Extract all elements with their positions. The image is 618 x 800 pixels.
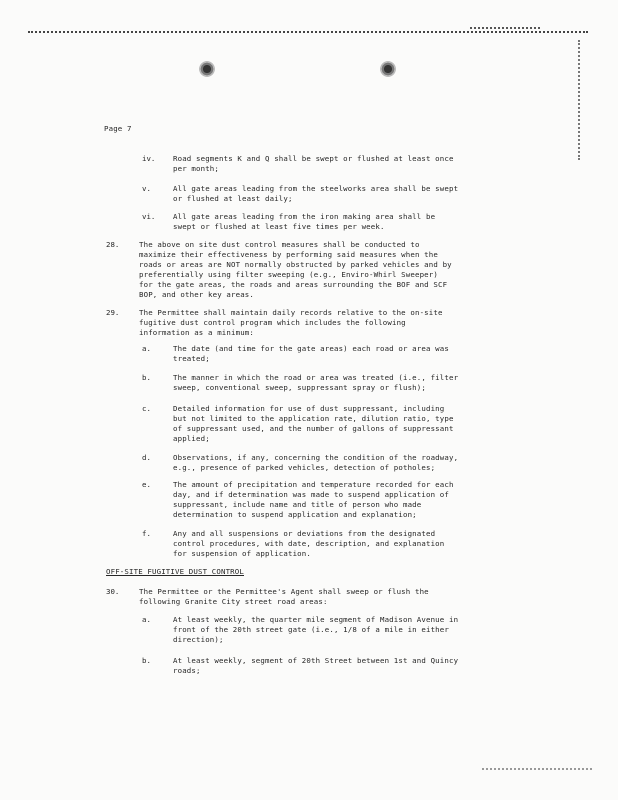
sub-item-line: treated; bbox=[173, 354, 210, 363]
sub-item-line: The manner in which the road or area was treated (i.e., filter bbox=[173, 373, 459, 382]
scan-artifact-top-line bbox=[28, 31, 588, 33]
sub-item-line: Any and all suspensions or deviations from the designated bbox=[173, 529, 436, 538]
sub-item-line: Detailed information for use of dust suppressant, including bbox=[173, 404, 445, 413]
sub-item-line: control procedures, with date, description, and explanation bbox=[173, 539, 445, 548]
sub-item-line: The amount of precipitation and temperature recorded for each bbox=[173, 480, 454, 489]
paragraph-number: 28. bbox=[106, 240, 120, 249]
sub-item-line: day, and if determination was made to suspend application of bbox=[173, 490, 449, 499]
paragraph-line: fugitive dust control program which includes the following bbox=[139, 318, 406, 327]
sub-item-number: b. bbox=[142, 656, 151, 665]
sub-item-line: of suppressant used, and the number of gallons of suppressant bbox=[173, 424, 454, 433]
sub-item-line: determination to suspend application and explanation; bbox=[173, 510, 417, 519]
item-text-line: or flushed at least daily; bbox=[173, 194, 293, 203]
item-text-line: Road segments K and Q shall be swept or flushed at least once bbox=[173, 154, 454, 163]
paragraph-line: BOP, and other key areas. bbox=[139, 290, 254, 299]
item-number: vi. bbox=[142, 212, 156, 221]
item-text-line: per month; bbox=[173, 164, 219, 173]
sub-item-line: roads; bbox=[173, 666, 201, 675]
sub-item-number: d. bbox=[142, 453, 151, 462]
paragraph-line: The Permittee shall maintain daily records relative to the on-site bbox=[139, 308, 443, 317]
item-number: iv. bbox=[142, 154, 156, 163]
item-number: v. bbox=[142, 184, 151, 193]
sub-item-line: At least weekly, segment of 20th Street between 1st and Quincy bbox=[173, 656, 459, 665]
sub-item-number: e. bbox=[142, 480, 151, 489]
sub-item-number: f. bbox=[142, 529, 151, 538]
sub-item-line: front of the 20th street gate (i.e., 1/8 of a mile in either bbox=[173, 625, 449, 634]
sub-item-number: a. bbox=[142, 615, 151, 624]
item-text-line: All gate areas leading from the steelworks area shall be swept bbox=[173, 184, 459, 193]
paragraph-line: The above on site dust control measures shall be conducted to bbox=[139, 240, 420, 249]
paragraph-line: roads or areas are NOT normally obstructed by parked vehicles and by bbox=[139, 260, 452, 269]
sub-item-line: suppressant, include name and title of person who made bbox=[173, 500, 422, 509]
sub-item-number: c. bbox=[142, 404, 151, 413]
page-label: Page 7 bbox=[104, 124, 132, 133]
item-text-line: All gate areas leading from the iron making area shall be bbox=[173, 212, 436, 221]
paragraph-line: preferentially using filter sweeping (e.g., Enviro-Whirl Sweeper) bbox=[139, 270, 438, 279]
scan-artifact-right-edge bbox=[578, 40, 580, 160]
paragraph-number: 30. bbox=[106, 587, 120, 596]
sub-item-line: Observations, if any, concerning the condition of the roadway, bbox=[173, 453, 459, 462]
paragraph-line: The Permittee or the Permittee's Agent shall sweep or flush the bbox=[139, 587, 429, 596]
sub-item-line: but not limited to the application rate, dilution ratio, type bbox=[173, 414, 454, 423]
sub-item-line: The date (and time for the gate areas) each road or area was bbox=[173, 344, 449, 353]
paragraph-number: 29. bbox=[106, 308, 120, 317]
paragraph-line: following Granite City street road areas: bbox=[139, 597, 328, 606]
sub-item-line: e.g., presence of parked vehicles, detection of potholes; bbox=[173, 463, 436, 472]
paragraph-line: information as a minimum: bbox=[139, 328, 254, 337]
sub-item-line: sweep, conventional sweep, suppressant spray or flush); bbox=[173, 383, 426, 392]
sub-item-line: for suspension of application. bbox=[173, 549, 311, 558]
sub-item-line: direction); bbox=[173, 635, 224, 644]
sub-item-line: applied; bbox=[173, 434, 210, 443]
punch-hole-right bbox=[380, 61, 396, 77]
scan-artifact-bottom-dots bbox=[482, 768, 592, 770]
item-text-line: swept or flushed at least five times per week. bbox=[173, 222, 385, 231]
sub-item-number: a. bbox=[142, 344, 151, 353]
paragraph-line: maximize their effectiveness by performing said measures when the bbox=[139, 250, 438, 259]
sub-item-number: b. bbox=[142, 373, 151, 382]
sub-item-line: At least weekly, the quarter mile segment of Madison Avenue in bbox=[173, 615, 459, 624]
paragraph-line: for the gate areas, the roads and areas surrounding the BOF and SCF bbox=[139, 280, 448, 289]
punch-hole-left bbox=[199, 61, 215, 77]
section-heading: OFF-SITE FUGITIVE DUST CONTROL bbox=[106, 567, 244, 576]
scan-artifact-top-mark bbox=[470, 27, 540, 29]
